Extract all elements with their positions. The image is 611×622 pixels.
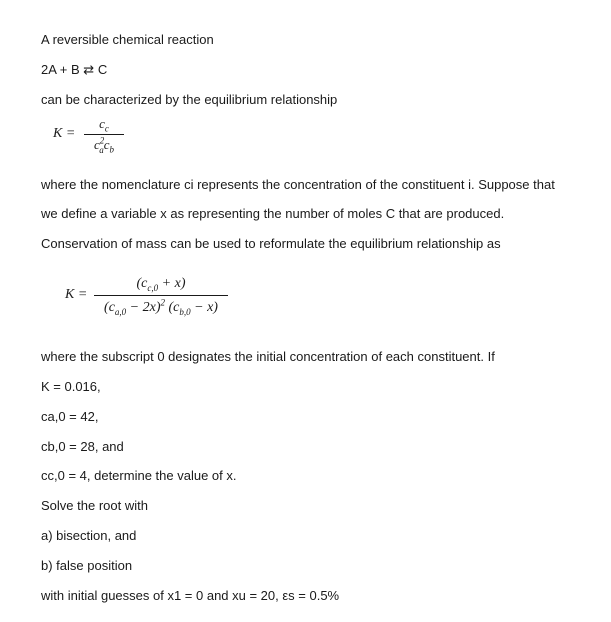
line-define-x: we define a variable x as representing the number of moles C that are produced. (41, 206, 505, 221)
line-k-value: K = 0.016, (41, 379, 101, 394)
line-reaction-equation (41, 62, 107, 78)
eq1-lhs: K = (53, 126, 76, 141)
eq2-lhs: K = (65, 287, 88, 302)
line-characterized: can be characterized by the equilibrium relationship (41, 92, 338, 107)
equilibrium-arrow-icon: ⇄ (83, 62, 95, 77)
eq1-denominator: $c^2_ac_b$ (93, 135, 115, 155)
line-initial-guesses: with initial guesses of x1 = 0 and xu = 20, εs = 0.5% (41, 588, 340, 603)
line-cc0-value: cc,0 = 4, determine the value of x. (41, 468, 237, 483)
line-subscript-zero: where the subscript 0 designates the initial concentration of each constituent. If (41, 349, 495, 364)
eq2-fraction-bar (94, 295, 228, 296)
line-conservation: Conservation of mass can be used to reformulate the equilibrium relationship as (41, 236, 501, 251)
line-nomenclature: where the nomenclature ci represents the concentration of the constituent i. Suppose that (41, 177, 555, 192)
line-false-position: b) false position (41, 558, 133, 573)
eq2-denominator: $(c_{a,0} - 2x)^2$ $(c_{b,0} - x)$ (104, 297, 218, 317)
reaction-product: C (97, 62, 108, 77)
line-reaction-intro: A reversible chemical reaction (41, 32, 214, 47)
reaction-reactants: 2A + B (41, 62, 80, 77)
line-cb0-value: cb,0 = 28, and (41, 439, 124, 454)
line-ca0-value: ca,0 = 42, (41, 409, 99, 424)
eq2-numerator: $(c_{c,0} + x)$ (136, 276, 186, 293)
eq1-numerator: $c_c$ (99, 116, 109, 134)
line-bisection: a) bisection, and (41, 528, 137, 543)
line-solve-root: Solve the root with (41, 498, 148, 513)
